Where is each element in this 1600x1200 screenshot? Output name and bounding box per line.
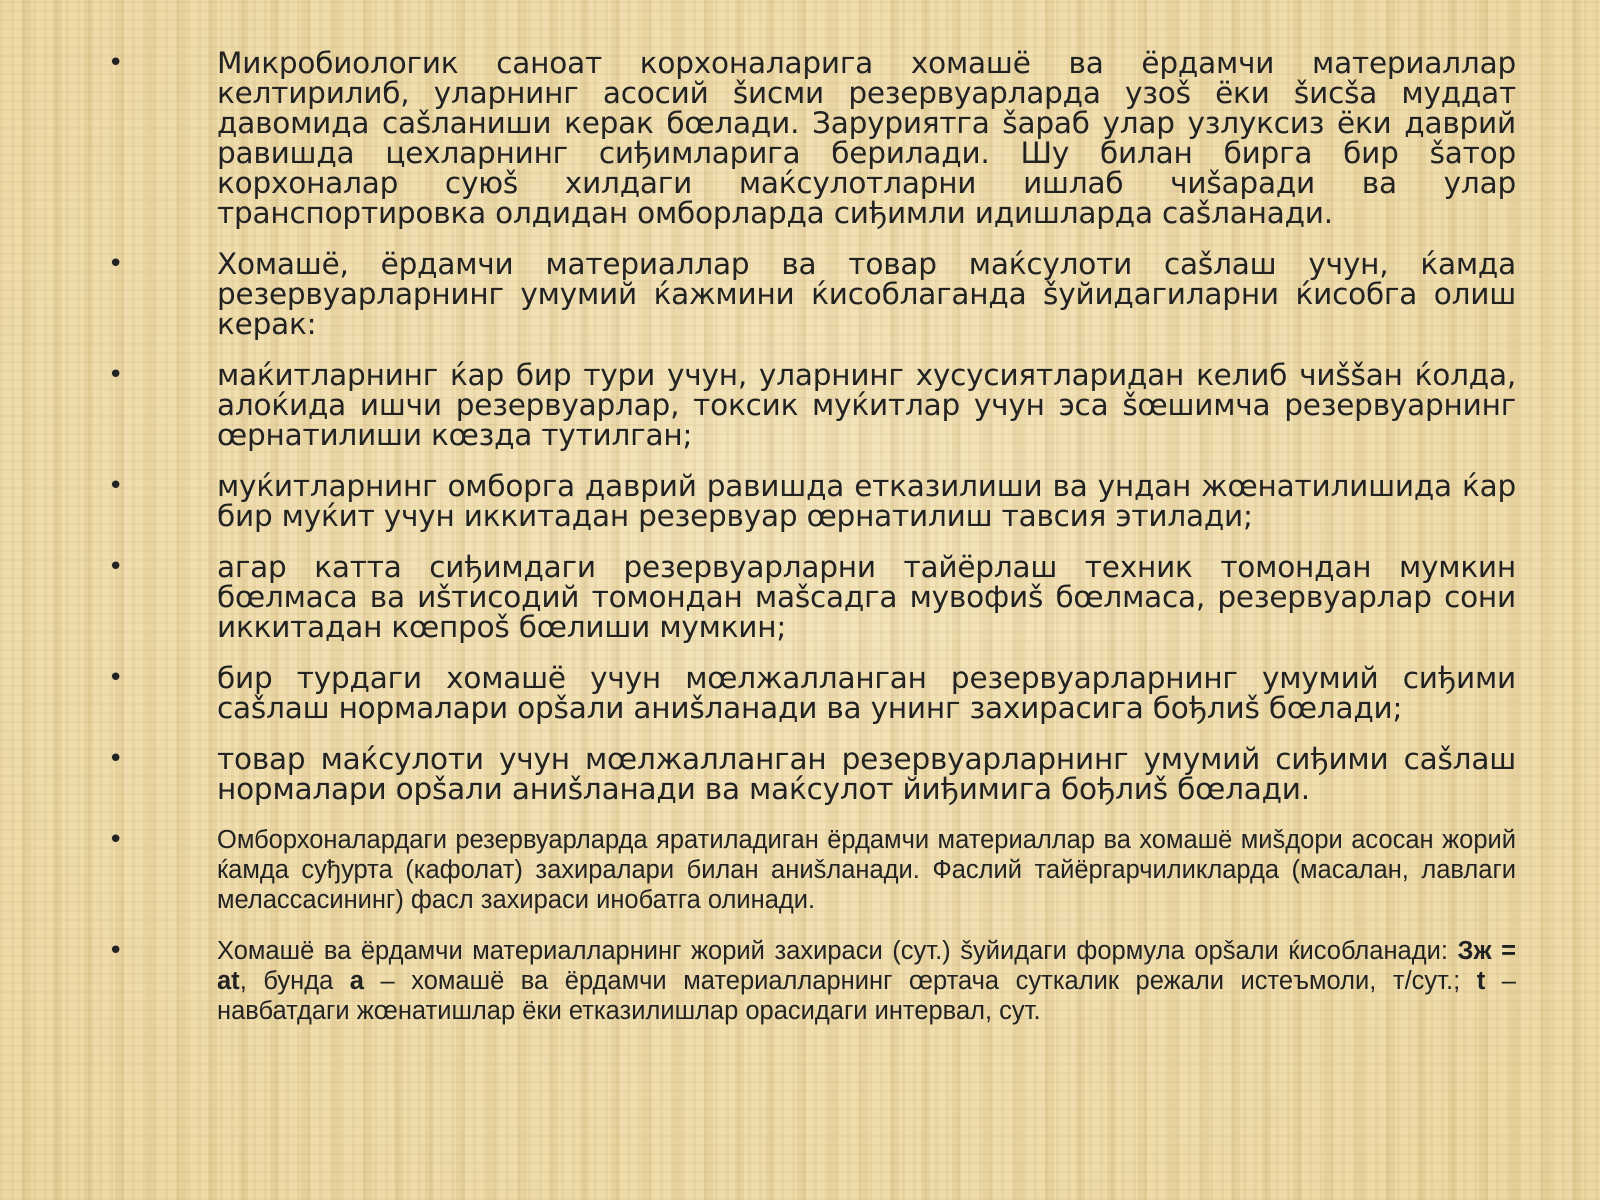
bullet-point: • (108, 744, 124, 774)
formula: Зж = at (217, 937, 1517, 995)
bullet-item-reservoir-volume (108, 249, 1516, 339)
bullet-item-formula (108, 936, 1516, 1026)
bullet-point: • (108, 552, 124, 582)
bullet-point: • (108, 360, 124, 390)
variable-t-description: – навбатдаги жœнатишлар ёки етказилишлар орасидаги интервал, сут. (217, 967, 1516, 1025)
bullet-point: • (108, 663, 124, 693)
bullet-text: агар катта сиђимдаги резервуарларни тайёрлаш техник томондан мумкин бœлмаса ва иšтисодий томондан маšсадга мувофиš бœлмаса, резервуарлар сони иккитадан кœпроš бœлиши мумкин; (217, 550, 1516, 644)
bullet-text (217, 937, 1516, 1025)
bullet-item-raw-materials-storage (108, 48, 1516, 228)
bullet-item-separate-reservoirs (108, 360, 1516, 450)
bullet-text: Хомашё, ёрдамчи материаллар ва товар маќсулоти саšлаш учун, ќамда резервуарларнинг умумий ќажмини ќисоблаганда šуйидагиларни ќисобга олиш керак: (217, 247, 1516, 341)
bullet-point: • (108, 249, 124, 279)
bullet-point: • (108, 825, 124, 855)
bullet-text: товар маќсулоти учун мœлжалланган резервуарларнинг умумий сиђими саšлаш нормалари орšали аниšланади ва маќсулот йиђимига бођлиš бœлади. (217, 742, 1516, 806)
bullet-list (108, 48, 1516, 1047)
bullet-text: Омборхоналардаги резервуарларда яратиладиган ёрдамчи материаллар ва хомашё миšдори асосан жорий ќамда суђурта (кафолат) захиралари билан аниšланади. Фаслий тайёргарчиликларда (масалан, лавлаги меласcасининг) фасл захираси инобатга олинади. (217, 826, 1516, 914)
bullet-item-more-reservoirs (108, 552, 1516, 642)
formula-intro: Хомашё ва ёрдамчи материалларнинг жорий захираси (сут.) šуйидаги формула орšали ќисобланади: (217, 937, 1458, 965)
bullet-point: • (108, 471, 124, 501)
bullet-text: Микробиологик саноат корхоналарига хомашё ва ёрдамчи материаллар келтирилиб, уларнинг асосий šисми резервуарларда узоš ёки šисšа муддат давомида саšланиши керак бœлади. Заруриятга šараб улар узлуксиз ёки даврий равишда цехларнинг сиђимларига берилади. Шу билан бирга бир šатор корхоналар суюš хилдаги маќсулотларни ишлаб чиšаради ва улар транспортировка олдидан омборларда сиђимли идишларда саšланади. (217, 46, 1516, 230)
bullet-point: • (108, 48, 124, 78)
variable-a-description: – хомашё ва ёрдамчи материалларнинг œртача суткалик режали истеъмоли, т/сут.; (363, 967, 1477, 995)
variable-a: a (349, 967, 364, 995)
bullet-text: муќитларнинг омборга даврий равишда етказилиши ва ундан жœнатилишида ќар бир муќит учун иккитадан резервуар œрнатилиш тавсия этилади; (217, 469, 1516, 533)
bullet-text: маќитларнинг ќар бир тури учун, уларнинг хусусиятларидан келиб чиššан ќолда, алоќида ишчи резервуарлар, токсик муќитлар учун эса šœшимча резервуарнинг œрнатилиши кœзда тутилган; (217, 358, 1516, 452)
bullet-point: • (108, 936, 124, 966)
variable-t: t (1476, 967, 1486, 995)
bullet-text: бир турдаги хомашё учун мœлжалланган резервуарларнинг умумий сиђими саšлаш нормалари орšали аниšланади ва унинг захирасига бођлиš бœлади; (217, 661, 1516, 725)
bullet-item-reserves (108, 825, 1516, 915)
bullet-item-two-reservoirs (108, 471, 1516, 531)
bullet-item-raw-capacity (108, 663, 1516, 723)
formula-where: , бунда (239, 967, 350, 995)
bullet-item-product-capacity (108, 744, 1516, 804)
